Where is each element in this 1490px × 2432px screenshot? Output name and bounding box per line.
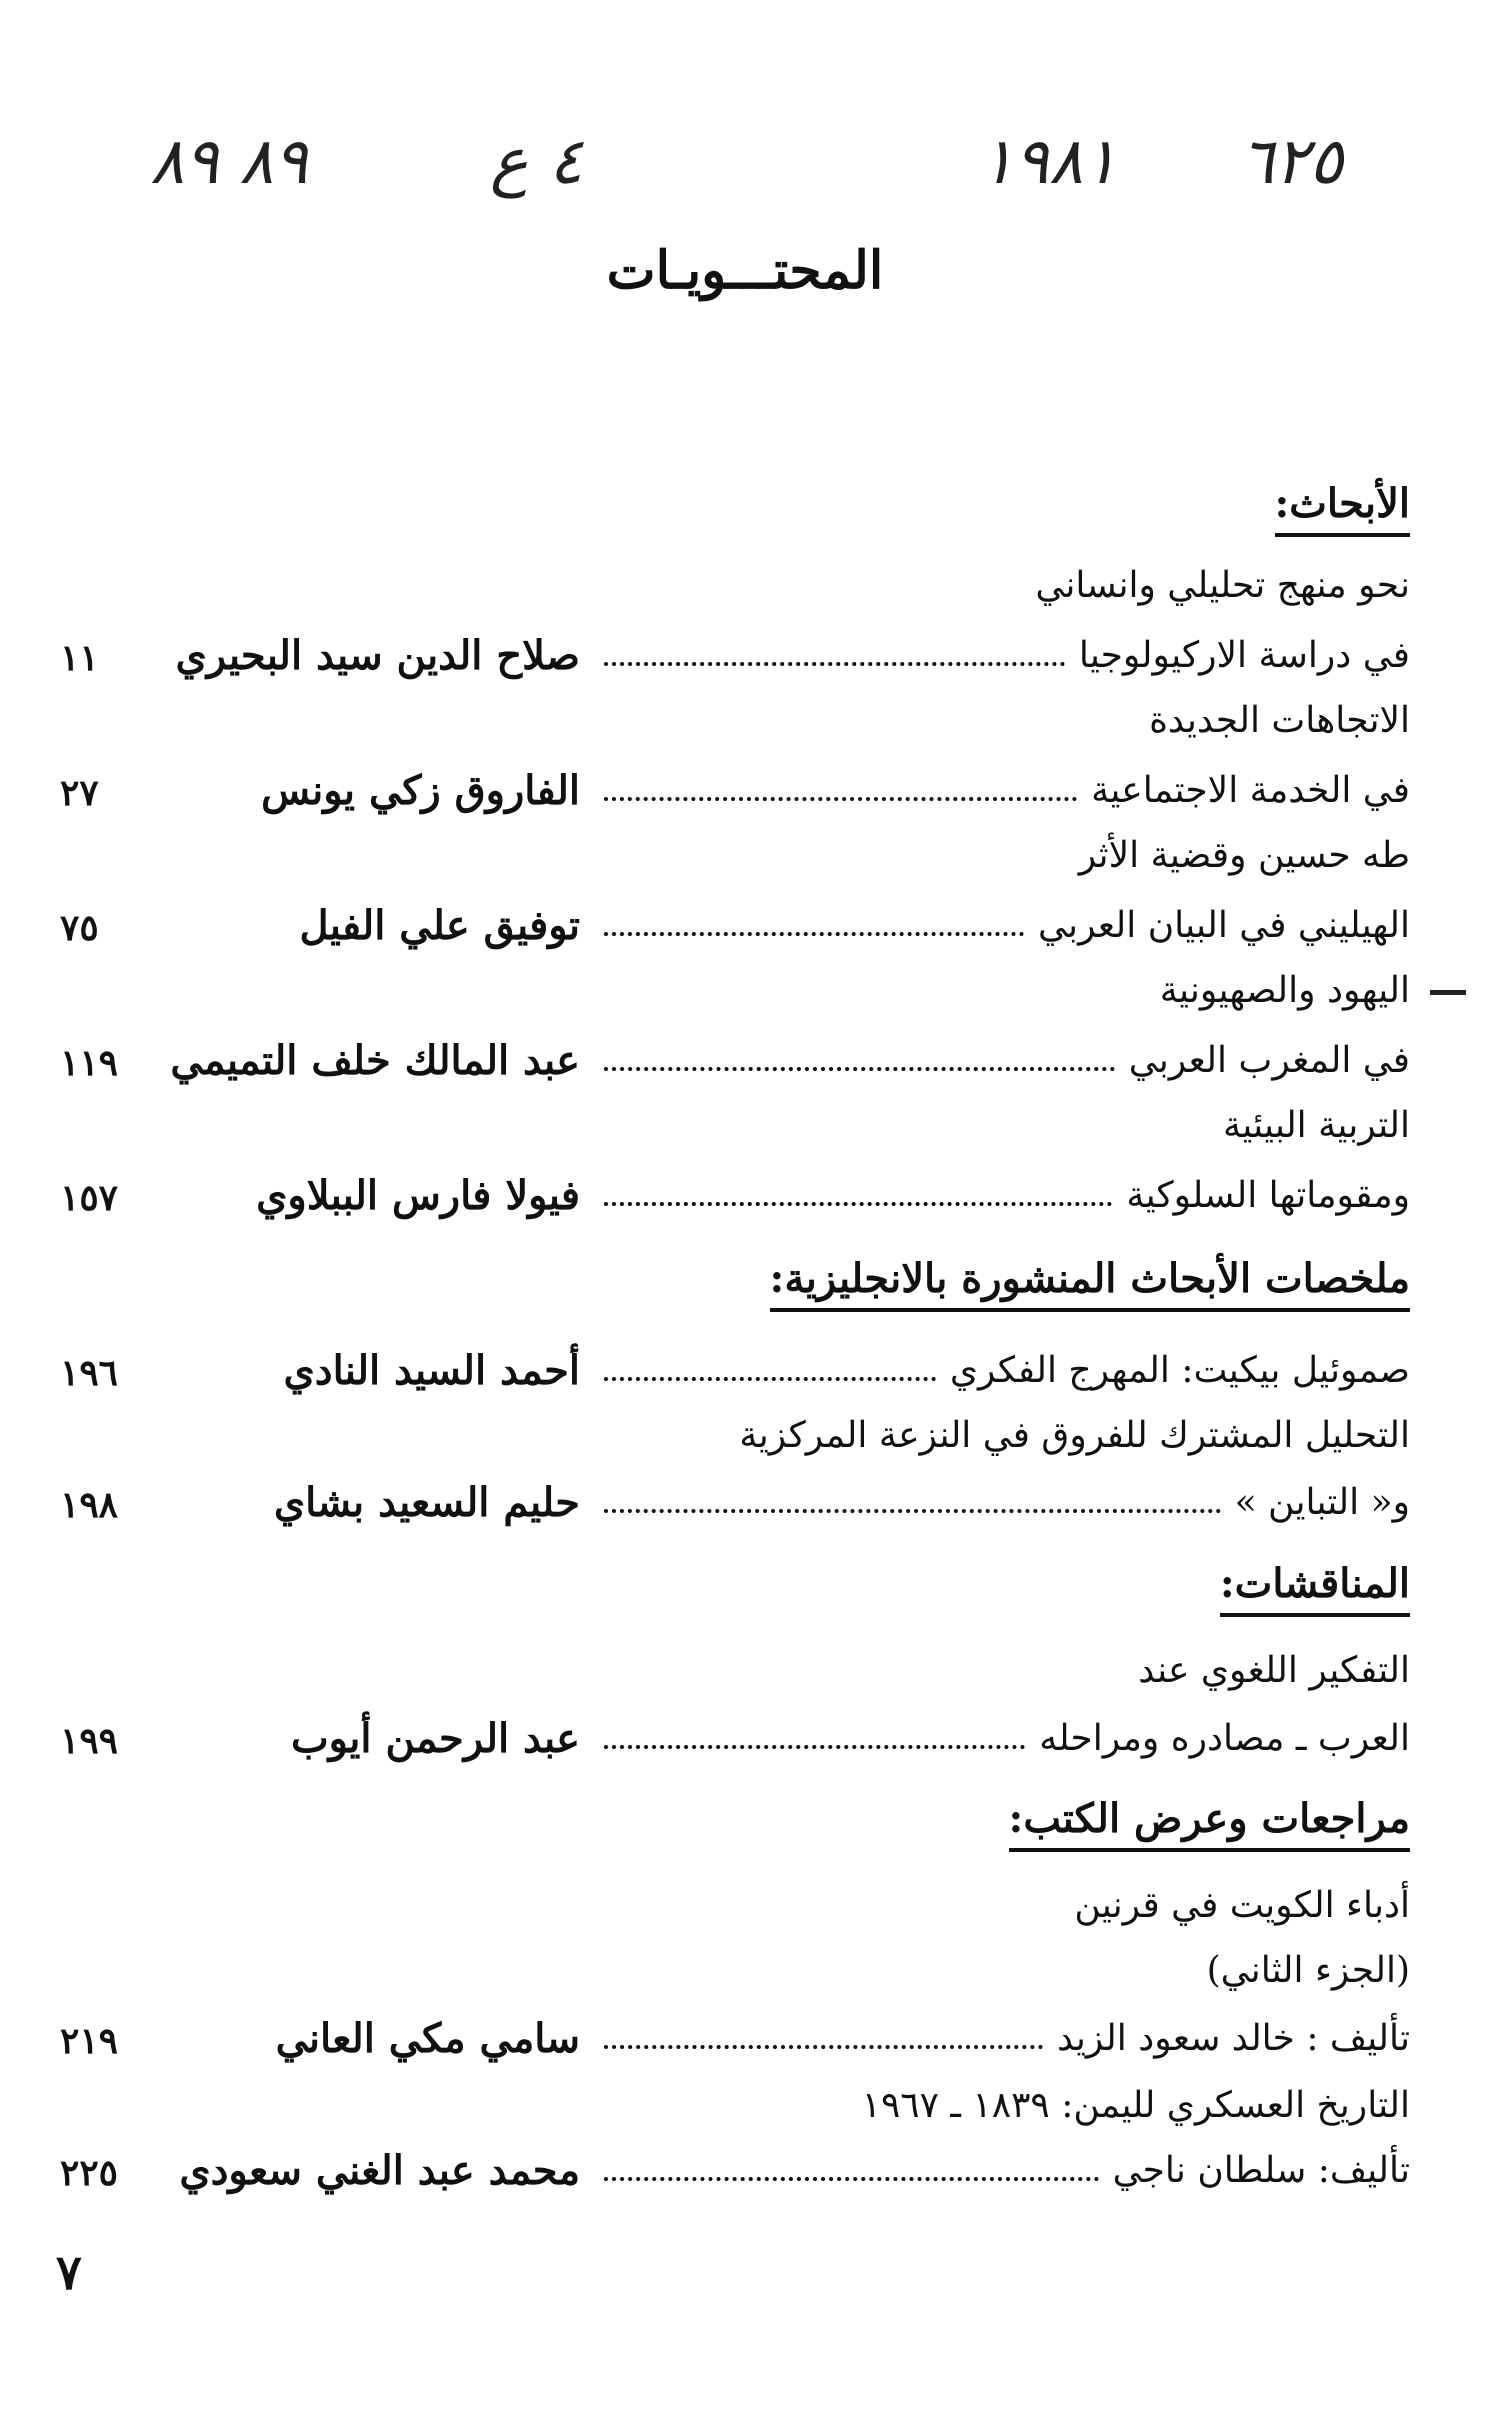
entry-title-line: التحليل المشترك للفروق في النزعة المركزية — [739, 1415, 1410, 1456]
entry-author: توفيق علي الفيل — [299, 902, 580, 949]
entry-title-line: في المغرب العربي — [1128, 1040, 1410, 1081]
toc-entry[interactable] — [590, 2018, 1410, 2059]
section-heading-reviews: مراجعات وعرض الكتب: — [1009, 1795, 1410, 1852]
entry-page-number: ١٩٦ — [60, 1352, 119, 1394]
toc-entry[interactable] — [590, 1350, 1410, 1391]
entry-title-line: في دراسة الاركيولوجيا — [1078, 635, 1410, 676]
handwritten-note: ٨٩ ٨٩ — [150, 125, 308, 199]
toc-entry[interactable] — [590, 1718, 1410, 1759]
toc-entry[interactable] — [590, 1040, 1410, 1081]
entry-title-line: و« التباين » — [1234, 1482, 1410, 1523]
section-heading-discussions: المناقشات: — [1220, 1560, 1410, 1617]
dot-leader — [604, 662, 1065, 666]
entry-author: الفاروق زكي يونس — [261, 767, 580, 814]
entry-title-line: التربية البيئية — [1222, 1105, 1410, 1146]
toc-entry[interactable] — [590, 1175, 1410, 1216]
entry-page-number: ١٩٩ — [60, 1720, 119, 1762]
dot-leader — [604, 1377, 936, 1381]
handwritten-note: ٤ ع — [490, 125, 583, 199]
entry-title-line: أدباء الكويت في قرنين — [1074, 1885, 1410, 1926]
entry-title-line: طه حسين وقضية الأثر — [1078, 835, 1410, 876]
entry-author: محمد عبد الغني سعودي — [179, 2147, 580, 2194]
section-heading-abstracts: ملخصات الأبحاث المنشورة بالانجليزية: — [770, 1255, 1410, 1312]
dot-leader — [604, 797, 1077, 801]
entry-page-number: ١٥٧ — [60, 1177, 119, 1219]
entry-author: فيولا فارس الببلاوي — [256, 1172, 580, 1219]
page-title: المحتـــويـات — [606, 240, 884, 301]
entry-page-number: ٢١٩ — [60, 2020, 119, 2062]
toc-entry[interactable] — [590, 1482, 1410, 1523]
dot-leader — [604, 2045, 1043, 2049]
entry-author: سامي مكي العاني — [275, 2015, 580, 2062]
dot-leader — [604, 1067, 1115, 1071]
toc-entry[interactable] — [590, 635, 1410, 676]
dot-leader — [604, 1509, 1221, 1513]
entry-author: أحمد السيد النادي — [283, 1347, 580, 1394]
dot-leader — [604, 2177, 1099, 2181]
entry-title-line: اليهود والصهيونية — [1159, 970, 1410, 1011]
entry-title-line: العرب ـ مصادره ومراحله — [1039, 1718, 1410, 1759]
entry-title-line: التاريخ العسكري لليمن: ١٨٣٩ ـ ١٩٦٧ — [861, 2085, 1410, 2126]
entry-page-number: ٢٧ — [60, 772, 99, 814]
dot-leader — [604, 1745, 1025, 1749]
entry-page-number: ٢٢٥ — [60, 2152, 119, 2194]
entry-page-number: ٧٥ — [60, 907, 99, 949]
entry-page-number: ١٩٨ — [60, 1484, 119, 1526]
toc-entry[interactable] — [590, 770, 1410, 811]
entry-title-line: ومقوماتها السلوكية — [1126, 1175, 1410, 1216]
toc-entry[interactable] — [590, 2150, 1410, 2191]
entry-title-line: صموئيل بيكيت: المهرج الفكري — [949, 1350, 1410, 1391]
toc-entry[interactable] — [590, 905, 1410, 946]
dot-leader — [604, 1202, 1112, 1206]
dot-leader — [604, 932, 1024, 936]
margin-dash-mark — [1430, 990, 1466, 995]
entry-title-line: الهيليني في البيان العربي — [1038, 905, 1410, 946]
entry-title-line: الاتجاهات الجديدة — [1149, 700, 1410, 741]
entry-author: عبد الرحمن أيوب — [290, 1715, 580, 1762]
entry-title-line: تأليف : خالد سعود الزيد — [1057, 2018, 1410, 2059]
entry-title-line: نحو منهج تحليلي وانساني — [1035, 565, 1410, 606]
entry-author: حليم السعيد بشاي — [273, 1479, 580, 1526]
entry-title-line: (الجزء الثاني) — [1206, 1950, 1410, 1991]
entry-page-number: ١١٩ — [60, 1042, 119, 1084]
section-heading-research: الأبحاث: — [1275, 480, 1411, 537]
handwritten-note: ١٩٨١ — [980, 125, 1118, 199]
folio-page-number: ٧ — [56, 2245, 82, 2301]
entry-title-line: التفكير اللغوي عند — [1138, 1650, 1410, 1691]
entry-title-line: تأليف: سلطان ناجي — [1112, 2150, 1410, 2191]
entry-author: صلاح الدين سيد البحيري — [175, 632, 580, 679]
entry-title-line: في الخدمة الاجتماعية — [1091, 770, 1410, 811]
entry-page-number: ١١ — [60, 637, 99, 679]
entry-author: عبد المالك خلف التميمي — [170, 1037, 580, 1084]
handwritten-note: ٦٢٥ — [1240, 125, 1344, 199]
